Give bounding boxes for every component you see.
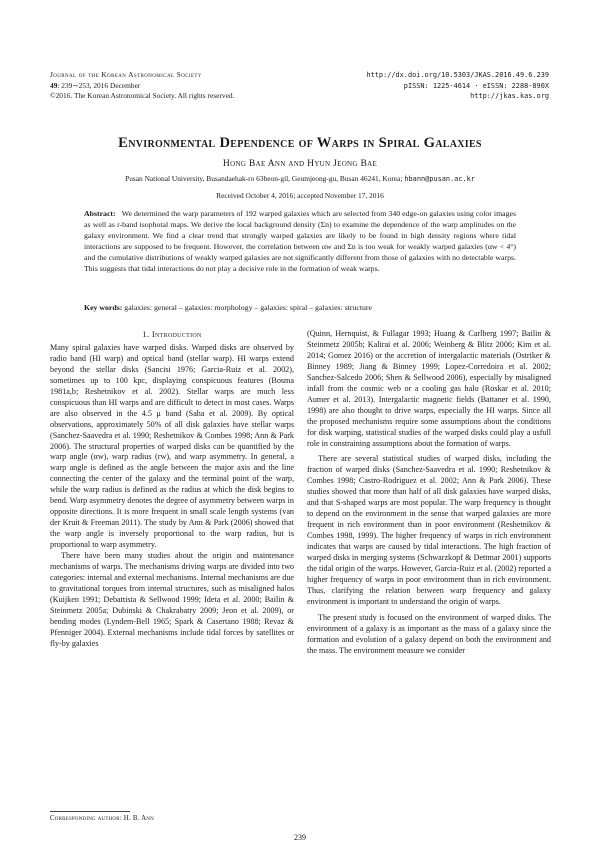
doi-link[interactable]: http://dx.doi.org/10.5303/JKAS.2016.49.6.239 <box>366 71 549 79</box>
paragraph: The present study is focused on the environment of warped disks. The environment of a galaxy is as important as the mass of a galaxy since the formation and evolution of a galaxy depend on both the environment and the mass. The environment measure we consider <box>307 612 551 655</box>
page-number: 239 <box>294 833 306 842</box>
paragraph: (Quinn, Hernquist, & Fullagar 1993; Huang & Carlberg 1997; Bailin & Steinmetz 2005b; Kalirai et al. 2006; Weinberg & Blitz 2006; Kim et al. 2014; Gomez 2016) or the accretion of intergalactic materials (Ostriker & Binney 1989; Jiang & Binney 1999; Lopez-Corredoira et al. 2002; Sanchez-Salcedo 2006; Shen & Sellwood 2006), especially by misaligned infall from the cosmic web or a cooling gas halo (Roskar et al. 2010; Aumer et al. 2013). Intergalactic magnetic fields (Battaner et al. 1990, 1998) are also thought to drive warps, especially the HI warps. Since all the proposed mechanisms require some assumptions about the conditions for disk warping, statistical studies of the warped disks could play a usfull role in constraining assumptions about the formation of warps. <box>307 329 551 448</box>
left-column <box>50 329 294 650</box>
received-dates: Received October 4, 2016; accepted November 17, 2016 <box>216 191 384 200</box>
paragraph: Many spiral galaxies have warped disks. Warped disks are observed by radio band (HI warp) and optical band (stellar warp). HI warps extend beyond the stellar disks (Sancisi 1976; Garcia-Ruiz et al. 2002), sometimes up to 100 kpc, displaying conspicuous features (Bosma 1981a,b; Reshetnikov et al. 2002). Stellar warps are much less conspicuous than HI warps and are difficult to detect in most cases. Warps are also observed in the 4.5 μ band (Saha et al. 2009). By optical observations, approximately 50% of all disk galaxies have stellar warps (Sanchez-Saavedra et al. 1990; Reshetnikov & Combes 1998; Ann & Park 2006). The structural properties of warped disks can be quantified by the warp angle (αw), warp radius (rw), and warp asymmetry. In general, a warp angle is defined as the angle between the major axis and the line connecting the center of the galaxy and the terminal point of the warp, while the warp radius is defined as the radius at which the disk begins to bend. Warp asymmetry denotes the degree of asymmetry between warps in opposite directions. It is more frequent in small scale length systems (van der Kruit & Freeman 2011). The study by Ann & Park (2006) showed that the warp angle is inversely proportional to the warp radius, but is proportional to warp asymmetry. <box>50 342 294 550</box>
abstract-label: Abstract: <box>84 209 116 218</box>
copyright: ©2016. The Korean Astronomical Society. All rights reserved. <box>50 91 235 101</box>
paper-title: Environmental Dependence of Warps in Spiral Galaxies <box>118 135 482 151</box>
issn: pISSN: 1225-4614 · eISSN: 2288-890X <box>403 81 549 90</box>
publication-info <box>366 70 549 102</box>
journal-name: Journal of the Korean Astronomical Society <box>50 70 202 79</box>
abstract <box>84 209 516 274</box>
footnote-divider <box>50 811 130 812</box>
keywords <box>84 303 516 314</box>
issue-pages: : 239∼253, 2016 December <box>57 80 141 90</box>
abstract-text: We determined the warp parameters of 192 warped galaxies which are selected from 340 edge-on galaxies using color images as well as r-band isophotal maps. We derive the local background density (Σn) to examine the dependence of the warp amplitudes on the galaxy environment. We find a clear trend that strongly warped galaxies are likely to be found in high density regions where tidal interactions are supposed to be frequent. However, the correlation between αw and Σn is too weak for weakly warped galaxies (αw < 4°) and the cumulative distributions of weakly warped galaxies are not significantly different from those of galaxies with no detectable warps. This suggests that tidal interactions do not play a decisive role in the formation of weak warps. <box>84 209 516 273</box>
volume-number: 49 <box>50 80 58 90</box>
affiliation: Pusan National University, Busandaehak-ro 63beon-gil, Geumjeong-gu, Busan 46241, Korea; <box>125 174 403 183</box>
journal-header <box>50 70 234 102</box>
section-heading: 1. Introduction <box>142 329 202 339</box>
right-column <box>307 329 551 657</box>
corresponding-author: Corresponding author: H. B. Ann <box>50 815 154 822</box>
keywords-label: Key words: <box>84 303 123 312</box>
paragraph: There are several statistical studies of warped disks, including the fraction of warped disks (Sanchez-Saavedra et al. 1990; Reshetnikov & Combes 1998; Castro-Rodriguez et al. 2002; Ann & Park 2006). These studies showed that more than half of all disk galaxies have warped disks, and that S-shaped warps are most popular. The warp frequency is thought to depend on the environment in the sense that warped galaxies are more frequent in rich environment than in poor environment (Reshetnikov & Combes 1998, 1999). The higher frequency of warps in rich environment indicates that warps are caused by tidal interactions. The high fraction of warped disks in merging systems (Schwarzkopf & Dettmar 2001) supports the tidal origin of the warps. However, Garcia-Ruiz et al. (2002) reported a higher frequency of warps in poor environment than in rich environment. Thus, clarifying the relation between warp frequency and galaxy environment is important to understand the origin of warps. <box>307 454 551 606</box>
affiliation-line <box>0 174 600 183</box>
authors: Hong Bae Ann and Hyun Jeong Bae <box>222 158 378 169</box>
paragraph: There have been many studies about the origin and maintenance mechanisms of warps. The mechanisms driving warps are divided into two categories: internal and external mechanisms. Internal mechanisms are due to gravitational torques from internal structures, such as misaligned halos (Kuijken 1991; Debattista & Sellwood 1999; Ideta et al. 2000; Bailin & Steinmetz 2005a; Dubinski & Chakrabatry 2009; Jeon et al. 2009), or bending modes (Lyndem-Bell 1965; Spark & Casertano 1988; Revaz & Pfenniger 2004). External mechanisms include tidal forces by satellites or fly-by galaxies <box>50 551 294 648</box>
keywords-text: galaxies: general – galaxies: morphology – galaxies: spiral – galaxies: structure <box>124 303 372 312</box>
journal-url[interactable]: http://jkas.kas.org <box>470 92 549 101</box>
author-email[interactable]: hbann@pusan.ac.kr <box>404 175 475 183</box>
